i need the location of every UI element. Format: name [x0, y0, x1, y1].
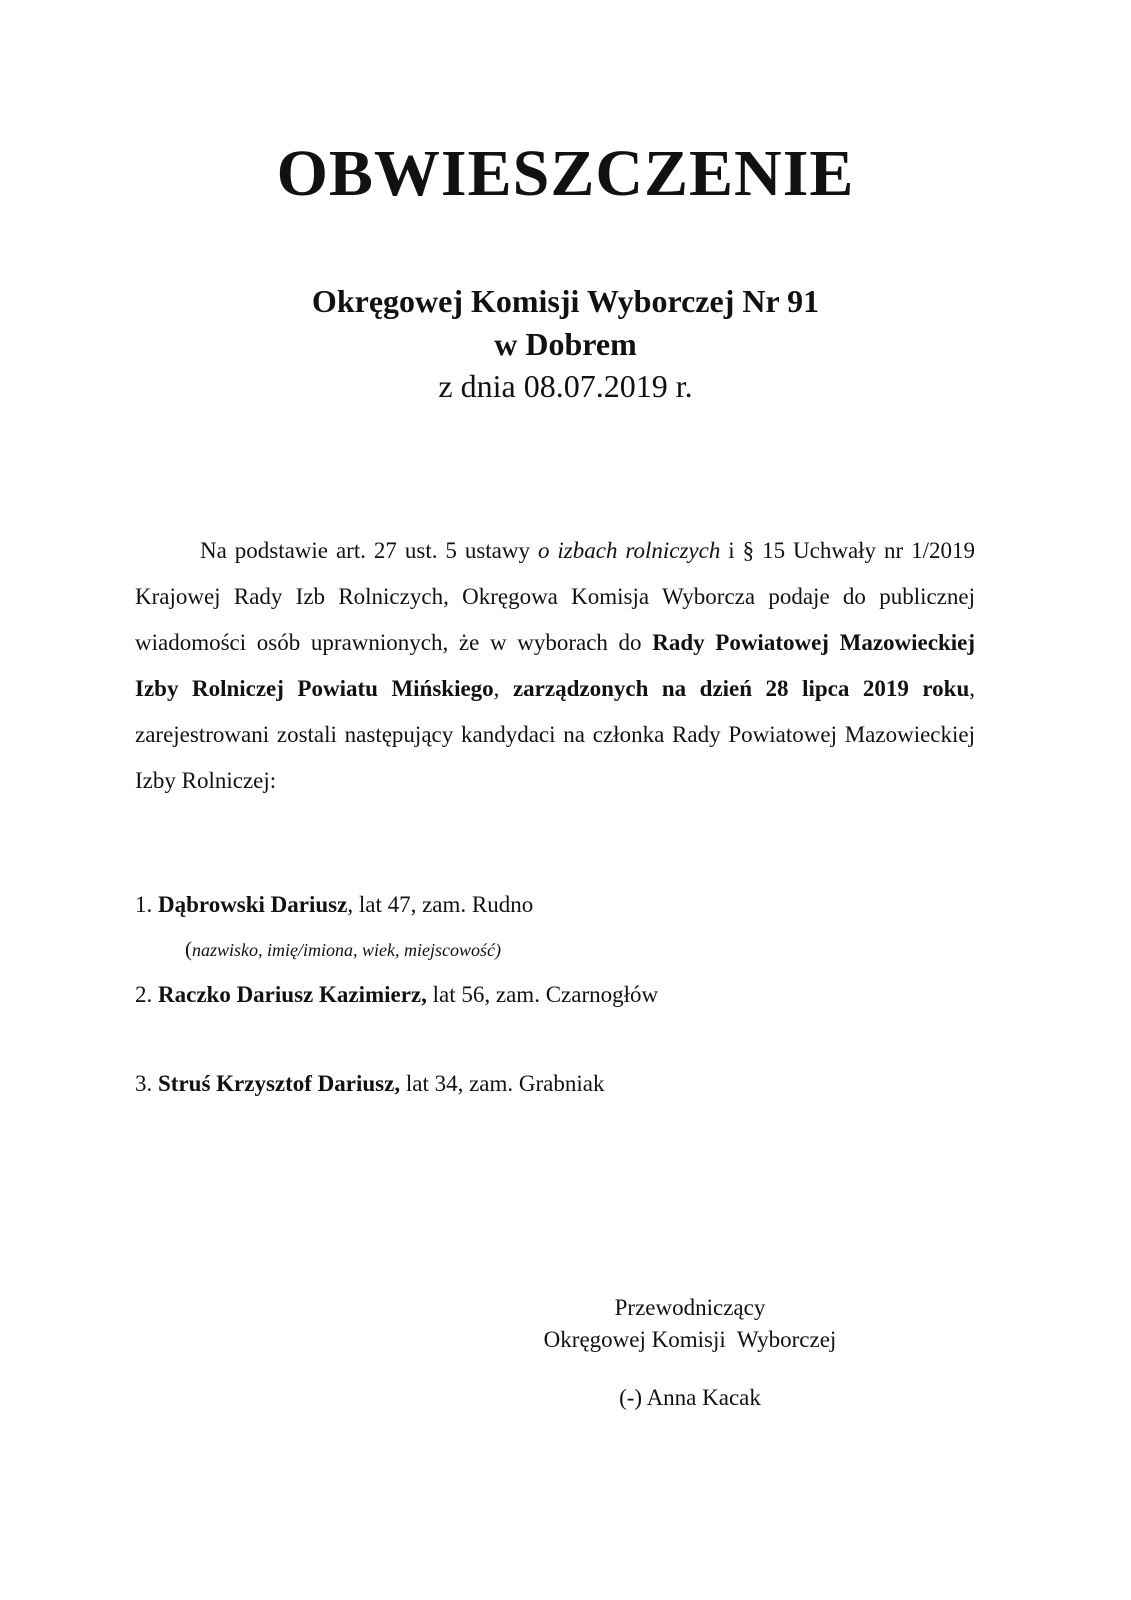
paragraph-text-2: i § 15 Uchwały nr 1/2019 Krajowej Rady Izb Rolniczych, Okręgowa Komisja Wyborcza podaje do publicznej wiadomości osób uprawnionych, że w wyborach do	[135, 538, 975, 655]
candidate-details: lat 56, zam. Czarnogłów	[426, 982, 659, 1007]
candidate-details: lat 47, zam. Rudno	[353, 892, 534, 917]
candidate-name-suffix: ,	[347, 892, 354, 917]
commission-location: w Dobrem	[494, 326, 637, 362]
document-date: z dnia 08.07.2019 r.	[438, 368, 693, 404]
candidate-name: Struś Krzysztof Dariusz,	[158, 1071, 401, 1096]
candidate-name: Raczko Dariusz Kazimierz,	[158, 982, 427, 1007]
candidate-number: 1.	[135, 892, 153, 917]
council-name: Rady Powiatowej Mazowieckiej Izby Rolniczej Powiatu Mińskiego	[135, 630, 975, 701]
paragraph-text-1: Na podstawie art. 27 ust. 5 ustawy	[200, 538, 538, 563]
commission-name: Okręgowej Komisji Wyborczej Nr 91	[311, 283, 820, 319]
election-date: zarządzonych na dzień 28 lipca 2019 roku	[512, 676, 970, 701]
candidate-number: 3.	[135, 1071, 153, 1096]
hint-paren: (	[185, 937, 192, 961]
hint-text: nazwisko, imię/imiona, wiek, miejscowość)	[192, 940, 501, 960]
candidate-details: lat 34, zam. Grabniak	[400, 1071, 605, 1096]
candidate-item	[135, 1069, 604, 1099]
signature-name: (-) Anna Kacak	[619, 1385, 761, 1410]
candidate-number: 2.	[135, 982, 153, 1007]
candidate-item	[135, 890, 533, 920]
announcement-paragraph	[135, 528, 975, 804]
signature-role: Przewodniczący	[614, 1295, 766, 1320]
signature-body: Okręgowej Komisji Wyborczej	[543, 1327, 837, 1352]
document-title: OBWIESZCZENIE	[276, 137, 855, 210]
paragraph-text-3: ,	[493, 676, 513, 701]
paragraph-text-4: , zarejestrowani zostali następujący kandydaci na członka Rady Powiatowej Mazowieckiej Izby Rolniczej:	[135, 676, 975, 793]
candidate-name: Dąbrowski Dariusz	[158, 892, 348, 917]
act-title: o izbach rolniczych	[537, 538, 721, 563]
field-hint	[185, 936, 501, 963]
candidate-item	[135, 980, 658, 1010]
